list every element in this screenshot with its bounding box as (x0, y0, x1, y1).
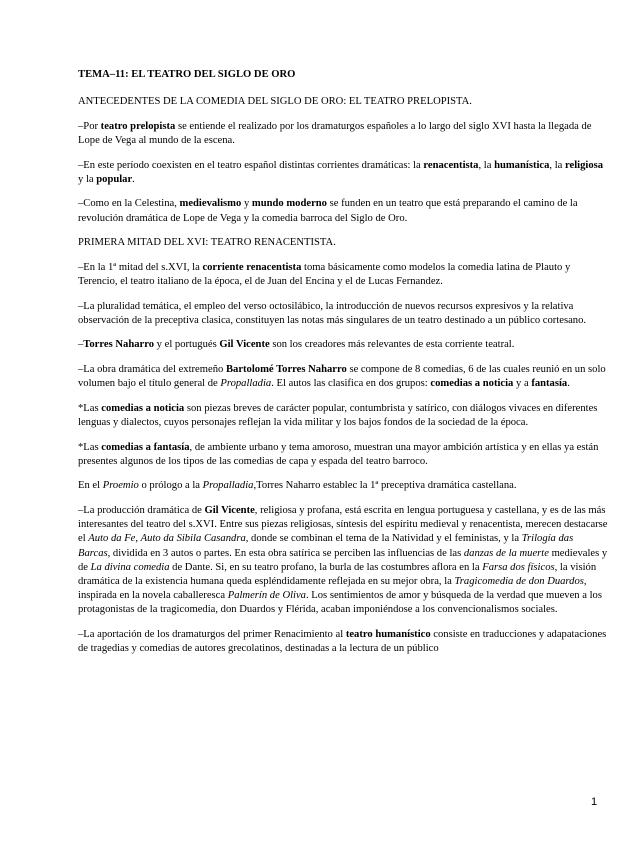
paragraph (78, 363, 608, 391)
text-run: . (132, 173, 135, 185)
text-run: –La obra dramática del extremeño (78, 363, 226, 375)
bold-term: teatro prelopista (100, 120, 176, 132)
text-run: , la visión dramática de la existencia humana queda espléndidamente reflejada en su mejor obra, la (78, 561, 597, 587)
text-run: se funden en un teatro que está preparando el camino de la revolución dramática de Lope de Vega y la comedia barroca del Siglo de Oro. (78, 198, 578, 224)
text-run: , inspirada en la novela caballeresca (78, 575, 587, 602)
text-run: –La producción dramática de (78, 504, 205, 516)
text-run: de Dante. Si, en su teatro profano, la burla de las costumbres aflora en la (169, 561, 483, 573)
text-run: –En la 1ª mitad del s.XVI, la (78, 261, 203, 273)
text-run: , de ambiente urbano y tema amoroso, muestran una mayor ambición artística y en ellas ya están presentes algunos de los tipos de las comedias de capa y espada del teatro barroco. (78, 441, 599, 467)
text-run: , (135, 533, 141, 545)
paragraph (78, 628, 608, 656)
paragraph (78, 300, 608, 328)
bold-term: humanística (494, 159, 550, 171)
bold-term: Gil Vicente (219, 339, 270, 351)
text-run: son los creadores más relevantes de esta corriente teatral. (269, 339, 515, 351)
text-run: , dividida en 3 autos o partes. En esta obra satírica se perciben las influencias de las (107, 547, 464, 559)
text-run: se entiende el realizado por los dramaturgos españoles a lo largo del siglo XVI hasta la llegada de Lope de Vega al mundo de la escena. (78, 120, 592, 146)
document-page (78, 68, 608, 667)
italic-title: Propalladia (202, 480, 254, 492)
paragraph (78, 159, 608, 187)
italic-title: danzas de la muerte (463, 547, 549, 559)
bold-term: medievalismo (179, 198, 242, 210)
section-heading (78, 95, 608, 109)
paragraph (78, 261, 608, 289)
bold-term: renacentista (423, 159, 479, 171)
document-body (78, 95, 608, 656)
bold-term: corriente renacentista (202, 261, 302, 273)
italic-title: Proemio (102, 480, 139, 492)
text-run: PRIMERA MITAD DEL XVI: TEATRO RENACENTISTA. (78, 237, 336, 249)
italic-title: La divina comedia (90, 561, 170, 573)
paragraph (78, 441, 608, 469)
bold-term: comedias a fantasía (101, 441, 190, 453)
text-run: . El autos las clasifica en dos grupos: (271, 378, 431, 390)
text-run: , la (478, 159, 495, 171)
page-number: 1 (591, 796, 598, 808)
text-run: ANTECEDENTES DE LA COMEDIA DEL SIGLO DE ORO: EL TEATRO PRELOPISTA. (78, 96, 472, 108)
text-run: y a (513, 378, 532, 390)
text-run: –En este período coexisten en el teatro español distintas corrientes dramáticas: la (78, 159, 424, 171)
text-run: , donde se combinan el tema de la Natividad y el feministas, y la (245, 533, 522, 545)
text-run: consiste en traducciones y adapataciones de tragedias y comedias de autores grecolatinos, destinadas a la lectura de un público (78, 628, 607, 655)
bold-term: popular (96, 173, 133, 185)
bold-term: mundo moderno (251, 198, 327, 210)
italic-title: Trilogía das Barcas (78, 533, 574, 559)
italic-title: Palmerín de Oliva (227, 590, 306, 602)
text-run: –Por (78, 120, 101, 132)
text-run: –Como en la Celestina, (78, 198, 180, 210)
italic-title: Auto da Sibila Casandra (140, 533, 246, 545)
text-run: –La pluralidad temática, el empleo del verso octosilábico, la introducción de nuevos recursos expresivos y la relativa observación de la preceptiva clasica, constituyen las notas más singulares de un teatro destinado a un público cortesano. (78, 300, 587, 326)
text-run: , la (549, 159, 566, 171)
text-run: En el (78, 480, 103, 492)
italic-title: Farsa dos físicos (482, 561, 555, 573)
text-run: – (78, 339, 84, 351)
text-run: , religiosa y profana, está escrita en lengua portuguesa y castellana, y es de las más interesantes del teatro del s.XVI. Entre sus piezas religiosas, síntesis del espíritu medieval y renacentista, merecen destacarse el (78, 504, 608, 545)
text-run: –La aportación de los dramaturgos del primer Renacimiento al (78, 628, 346, 640)
bold-term: Bartolomé Torres Naharro (225, 363, 347, 375)
text-run: *Las (78, 441, 102, 453)
paragraph (78, 504, 608, 618)
italic-title: Propalladia (220, 378, 272, 390)
bold-term: teatro humanístico (345, 628, 431, 640)
bold-term: Torres Naharro (83, 339, 155, 351)
bold-term: comedias a noticia (430, 378, 514, 390)
paragraph (78, 402, 608, 430)
text-run: ,Torres Naharro establec la 1ª preceptiva dramática castellana. (253, 480, 517, 492)
bold-term: religiosa (565, 159, 604, 171)
paragraph (78, 120, 608, 148)
bold-term: comedias a noticia (101, 402, 185, 414)
text-run: son piezas breves de carácter popular, contumbrista y satírico, con diálogos vivaces en diferentes lenguas y dialectos, cuyos personajes reflejan la vida militar y los bajos fondos de la sociedad de la época. (78, 402, 598, 428)
text-run: toma básicamente como modelos la comedia latina de Plauto y Terencio, el teatro italiano de la época, el de Juan del Encina y el de Lucas Fernandez. (78, 261, 571, 287)
text-run: . (567, 378, 570, 390)
document-title: TEMA–11: EL TEATRO DEL SIGLO DE ORO (78, 69, 296, 80)
paragraph (78, 197, 608, 225)
text-run: se compone de 8 comedias, 6 de las cuales reunió en un solo volumen bajo el título general de (78, 363, 606, 390)
paragraph (78, 479, 608, 493)
paragraph (78, 338, 608, 352)
text-run: y (241, 198, 252, 210)
section-heading (78, 236, 608, 250)
text-run: y el portugués (154, 339, 220, 351)
text-run: y la (78, 173, 97, 185)
text-run: . Los sentimientos de amor y búsqueda de la verdad que mueven a los protagonistas de la tragicomedia, don Duardos y Flérida, acaban imponiéndose a los convencionalismos sociales. (78, 590, 602, 616)
text-run: o prólogo a la (138, 480, 203, 492)
bold-term: fantasía (531, 378, 568, 390)
text-run: *Las (78, 402, 102, 414)
italic-title: Auto da Fe (88, 533, 136, 545)
text-run: medievales y de (78, 547, 608, 573)
italic-title: Tragicomedia de don Duardos (454, 575, 584, 587)
bold-term: Gil Vicente (204, 504, 255, 516)
